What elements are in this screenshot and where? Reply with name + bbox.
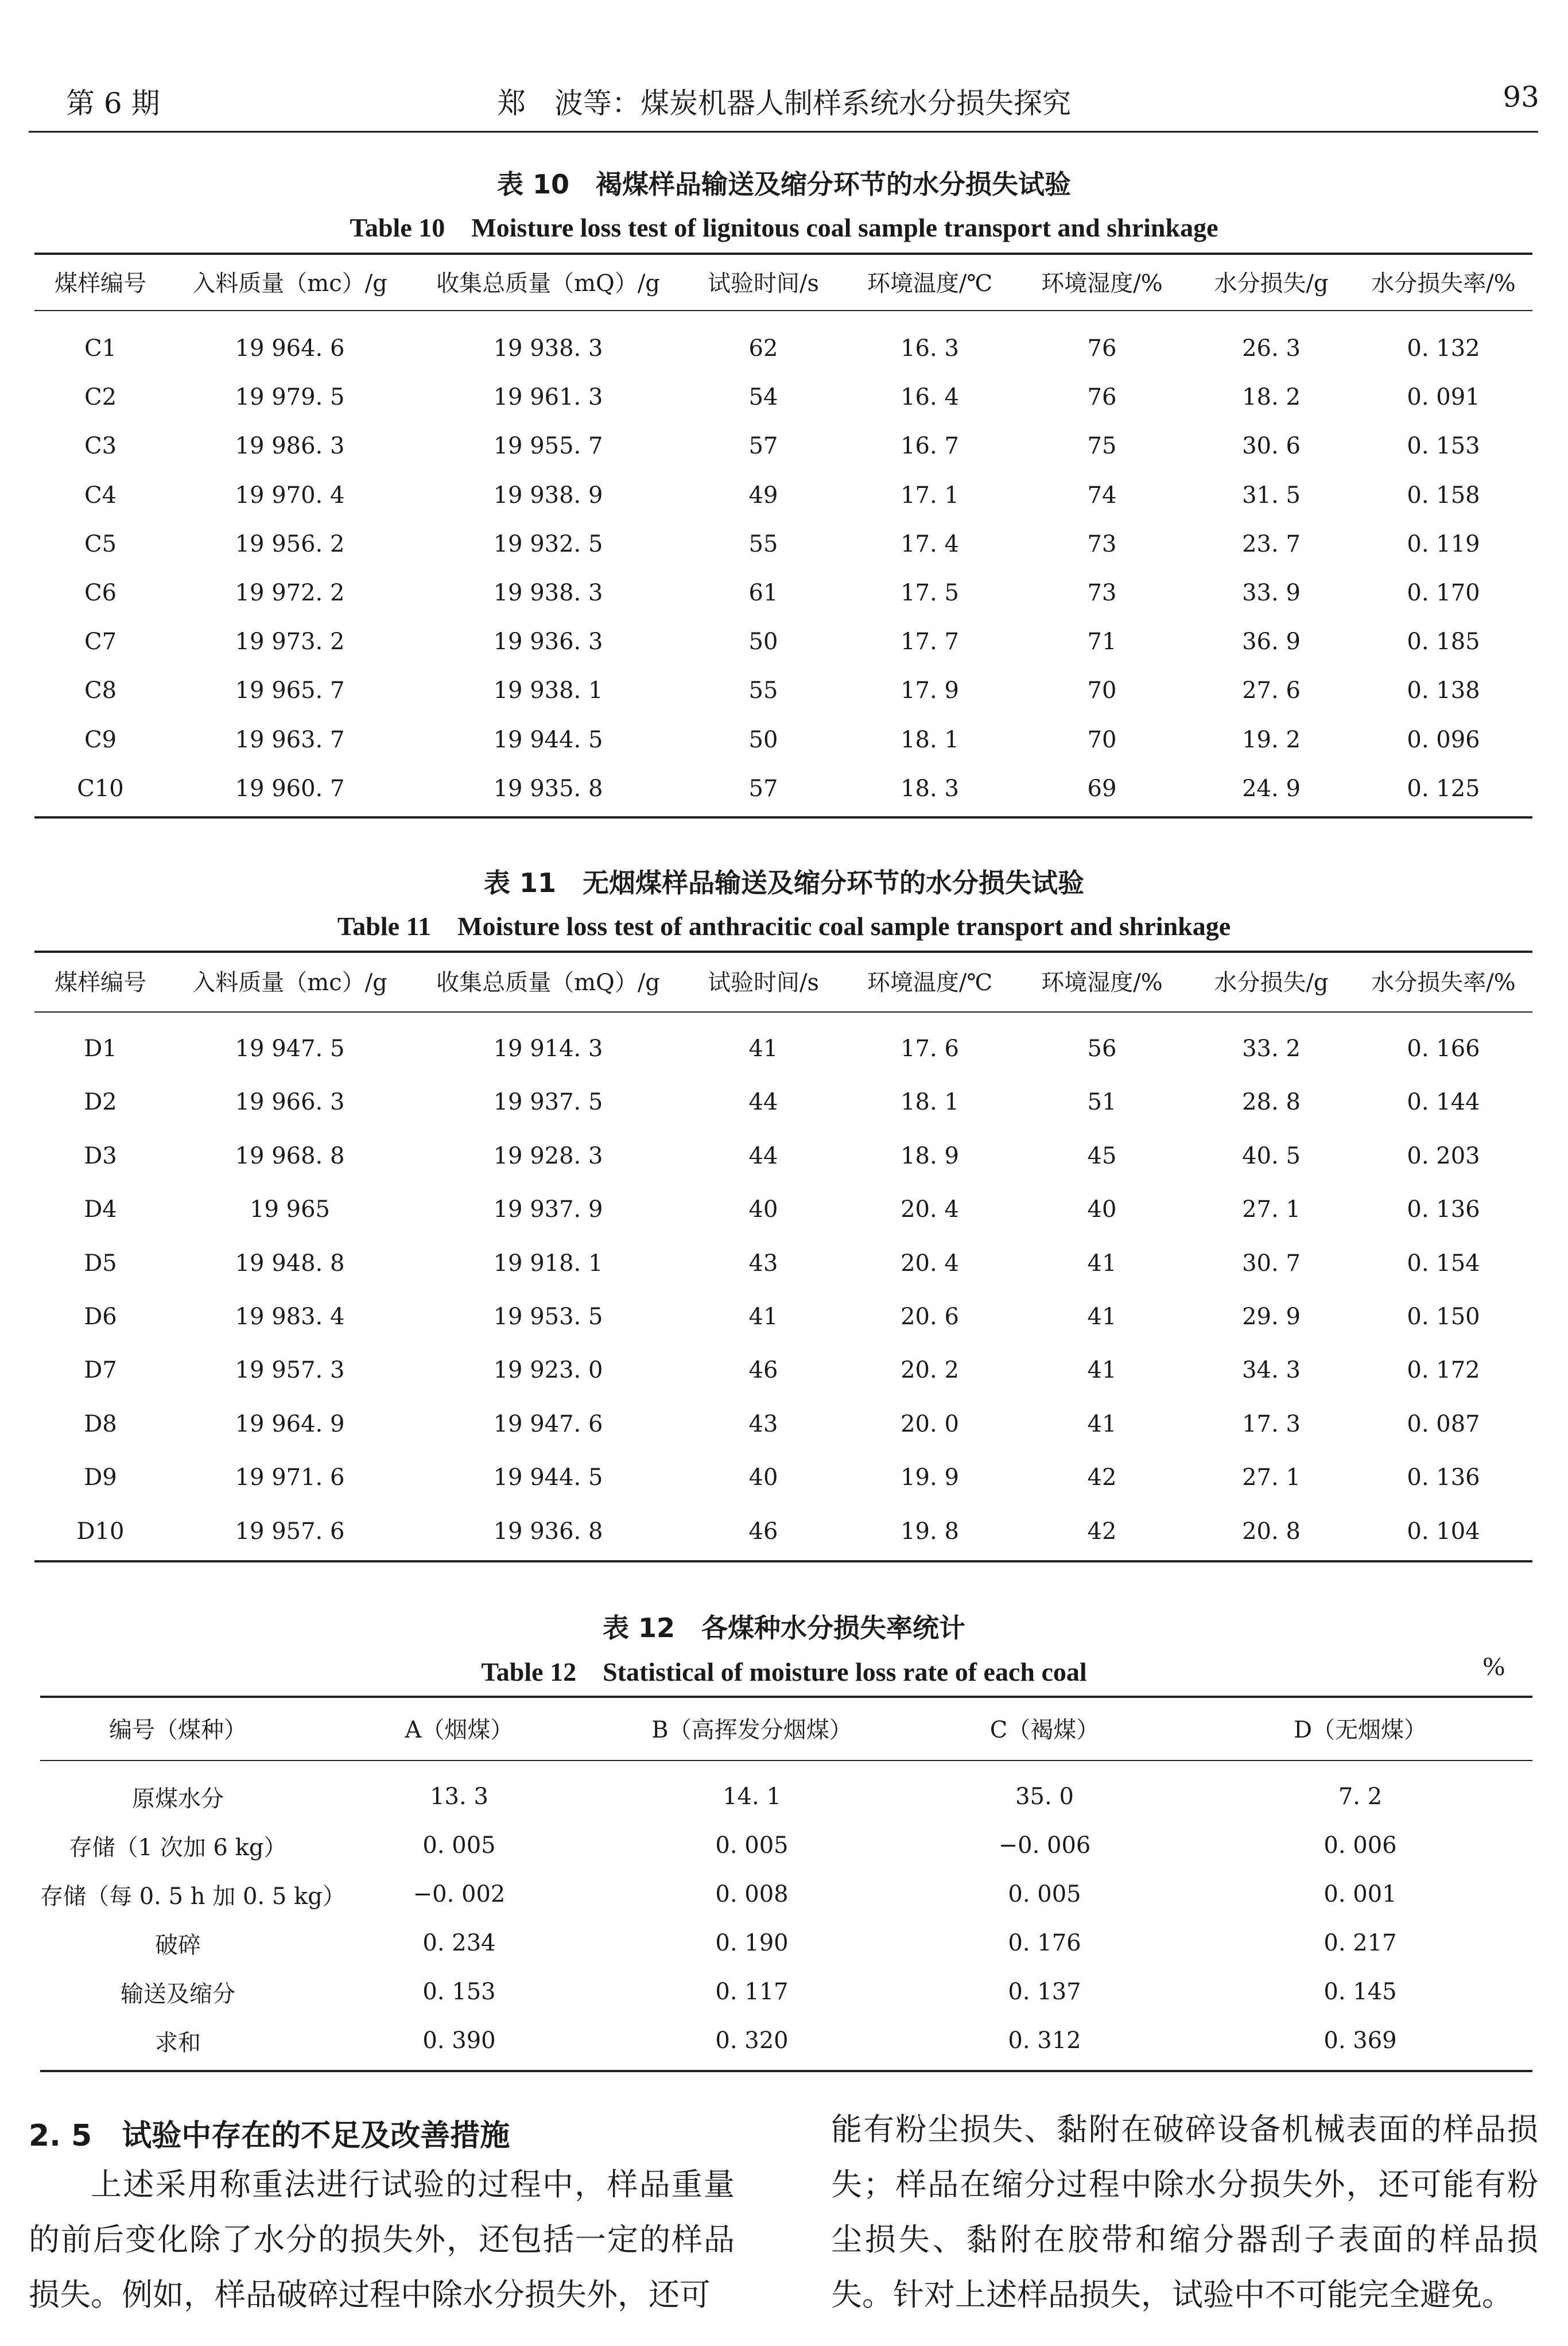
table-cell: 26. 3 xyxy=(1242,335,1301,362)
table-cell: D5 xyxy=(84,1250,117,1277)
table-cell: 19 964. 9 xyxy=(235,1410,345,1437)
table-cell: 13. 3 xyxy=(430,1783,488,1810)
table-cell: 0. 170 xyxy=(1407,580,1480,606)
table-cell: 20. 2 xyxy=(901,1357,959,1384)
table-cell: 0. 104 xyxy=(1407,1518,1480,1545)
table-cell: 50 xyxy=(748,726,778,753)
table-cell: 19 923. 0 xyxy=(493,1357,603,1384)
table-cell: 41 xyxy=(748,1304,778,1330)
table-cell: 69 xyxy=(1087,775,1117,802)
table-cell: 42 xyxy=(1087,1464,1117,1491)
table-cell: 41 xyxy=(1087,1250,1117,1277)
table-cell: 55 xyxy=(748,677,778,704)
section-heading: 2. 5 试验中存在的不足及改善措施 xyxy=(29,2119,510,2153)
table-cell: 19 937. 9 xyxy=(493,1196,603,1223)
table-cell: D2 xyxy=(84,1089,117,1116)
table-cell: 20. 4 xyxy=(901,1250,959,1277)
table-row xyxy=(34,1509,1532,1554)
table-cell: C2 xyxy=(84,384,117,411)
table-cell: 16. 4 xyxy=(901,384,959,411)
table11-header-rule xyxy=(34,1011,1532,1013)
table-cell: 0. 145 xyxy=(1324,1979,1397,2005)
col-header: 环境温度/℃ xyxy=(867,969,993,996)
table-cell: D1 xyxy=(84,1036,117,1062)
table-cell: 33. 9 xyxy=(1242,580,1301,606)
header-divider xyxy=(29,131,1538,133)
table-row xyxy=(40,1969,1532,2015)
table-row xyxy=(34,325,1532,371)
table11-top-rule xyxy=(34,951,1532,953)
table-cell: 0. 132 xyxy=(1407,335,1480,362)
table-cell: 19 938. 3 xyxy=(493,580,603,606)
table-cell: 41 xyxy=(1087,1304,1117,1330)
body-paragraph-left: 上述采用称重法进行试验的过程中，样品重量的前后变化除了水分的损失外，还包括一定的样品损失。例如，样品破碎过程中除水分损失外，还可 xyxy=(29,2166,735,2313)
table-row xyxy=(34,1401,1532,1447)
table-row xyxy=(34,472,1532,518)
table-cell: 27. 6 xyxy=(1242,677,1301,704)
running-title: 郑 波等：煤炭机器人制样系统水分损失探究 xyxy=(497,87,1071,120)
table-cell: 0. 005 xyxy=(1008,1881,1081,1907)
table-cell: 0. 312 xyxy=(1008,2027,1081,2054)
table-cell: 输送及缩分 xyxy=(121,1980,235,2007)
table-cell: 19 986. 3 xyxy=(235,433,345,460)
table-cell: 19 947. 5 xyxy=(235,1036,345,1062)
table-cell: 71 xyxy=(1087,629,1117,656)
table-row xyxy=(34,1294,1532,1340)
col-header: 试验时间/s xyxy=(707,969,819,996)
table11-caption-en: Table 11 Moisture loss test of anthracitic coal sample transport and shrinkage xyxy=(337,912,1231,941)
table-cell: 51 xyxy=(1087,1089,1117,1116)
table-row xyxy=(34,570,1532,616)
col-header: 入料质量（mc）/g xyxy=(192,969,387,996)
col-header: A（烟煤） xyxy=(405,1716,514,1743)
table-cell: 0. 136 xyxy=(1407,1196,1480,1223)
table-cell: 30. 6 xyxy=(1242,433,1301,460)
table-cell: 0. 176 xyxy=(1008,1930,1081,1956)
table-cell: 19 957. 6 xyxy=(235,1518,345,1545)
table11-header-row xyxy=(34,957,1532,1003)
table-cell: 43 xyxy=(748,1250,778,1277)
table11-bottom-rule xyxy=(34,1560,1532,1562)
col-header: 水分损失/g xyxy=(1214,270,1329,297)
table-cell: 19. 8 xyxy=(901,1518,959,1545)
table-cell: 44 xyxy=(748,1142,778,1169)
table-cell: 14. 1 xyxy=(723,1783,781,1810)
table-cell: 57 xyxy=(748,775,778,802)
table12-header-rule xyxy=(40,1760,1532,1761)
table10-caption-en: Table 10 Moisture loss test of lignitous coal sample transport and shrinkage xyxy=(350,213,1218,242)
table-cell: C8 xyxy=(84,677,117,704)
table-cell: 42 xyxy=(1087,1518,1117,1545)
table-cell: 18. 2 xyxy=(1242,384,1301,411)
table-cell: 0. 096 xyxy=(1407,726,1480,753)
table10-header-rule xyxy=(34,310,1532,311)
table-cell: 35. 0 xyxy=(1015,1783,1074,1810)
table-row xyxy=(34,521,1532,567)
table-cell: 0. 137 xyxy=(1008,1979,1081,2005)
table-cell: 0. 006 xyxy=(1324,1832,1397,1859)
table-cell: D7 xyxy=(84,1357,117,1384)
table-cell: 76 xyxy=(1087,384,1117,411)
table-cell: 0. 005 xyxy=(715,1832,789,1859)
col-header: 水分损失率/% xyxy=(1371,270,1516,297)
table-row xyxy=(34,374,1532,420)
table-cell: 0. 158 xyxy=(1407,482,1480,509)
table-cell: 70 xyxy=(1087,677,1117,704)
table-cell: 17. 4 xyxy=(901,530,959,557)
col-header: 煤样编号 xyxy=(55,270,146,297)
table-cell: 20. 4 xyxy=(901,1196,959,1223)
table-cell: 19 964. 6 xyxy=(235,335,345,362)
page-number: 93 xyxy=(1503,80,1539,114)
table-row xyxy=(34,1347,1532,1393)
table-cell: 17. 5 xyxy=(901,580,959,606)
table-cell: −0. 006 xyxy=(998,1832,1091,1859)
table12-caption-en: Table 12 Statistical of moisture loss rate of each coal xyxy=(481,1657,1087,1686)
table-cell: 19 938. 9 xyxy=(493,482,603,509)
table-row xyxy=(34,717,1532,763)
table-cell: 31. 5 xyxy=(1242,482,1301,509)
table-cell: 19 955. 7 xyxy=(493,433,603,460)
col-header: 入料质量（mc）/g xyxy=(192,270,387,297)
table-cell: C4 xyxy=(84,482,117,509)
col-header: 水分损失率/% xyxy=(1371,969,1516,996)
table-cell: 61 xyxy=(748,580,778,606)
table-cell: 19 973. 2 xyxy=(235,629,345,656)
table-cell: 17. 3 xyxy=(1242,1410,1301,1437)
table-cell: 0. 138 xyxy=(1407,677,1480,704)
table-cell: 46 xyxy=(748,1518,778,1545)
table-cell: 17. 1 xyxy=(901,482,959,509)
table-cell: 0. 166 xyxy=(1407,1036,1480,1062)
table-cell: 40 xyxy=(748,1196,778,1223)
table-cell: 23. 7 xyxy=(1242,530,1301,557)
table-cell: C10 xyxy=(77,775,124,802)
table-cell: C6 xyxy=(84,580,117,606)
col-header: 环境湿度/% xyxy=(1041,969,1163,996)
table-cell: 19 983. 4 xyxy=(235,1304,345,1330)
table-cell: D10 xyxy=(76,1518,125,1545)
table-cell: 75 xyxy=(1087,433,1117,460)
table-cell: 43 xyxy=(748,1410,778,1437)
table-cell: 16. 7 xyxy=(901,433,959,460)
table12-unit: % xyxy=(1482,1651,1505,1681)
table-cell: 0. 390 xyxy=(422,2027,496,2054)
table12-caption-cn: 表 12 各煤种水分损失率统计 xyxy=(602,1612,966,1643)
table-cell: 73 xyxy=(1087,530,1117,557)
table-cell: 18. 9 xyxy=(901,1142,959,1169)
table-cell: 0. 153 xyxy=(422,1979,496,2005)
table-cell: 45 xyxy=(1087,1142,1117,1169)
table-cell: 27. 1 xyxy=(1242,1464,1301,1491)
col-header: 收集总质量（mQ）/g xyxy=(436,270,660,297)
table-cell: C7 xyxy=(84,629,117,656)
table-cell: 41 xyxy=(1087,1410,1117,1437)
col-header: 收集总质量（mQ）/g xyxy=(436,969,660,996)
table-cell: 19 979. 5 xyxy=(235,384,345,411)
table-row xyxy=(34,1026,1532,1072)
table-cell: 7. 2 xyxy=(1338,1783,1383,1810)
table-row xyxy=(34,1240,1532,1286)
table10-top-rule xyxy=(34,253,1532,255)
table-cell: 0. 203 xyxy=(1407,1142,1480,1169)
table-row xyxy=(34,423,1532,469)
table-cell: 19 961. 3 xyxy=(493,384,603,411)
table-cell: 0. 217 xyxy=(1324,1930,1397,1956)
table-cell: 18. 3 xyxy=(901,775,959,802)
table-cell: 0. 005 xyxy=(422,1832,496,1859)
table-cell: D3 xyxy=(84,1142,117,1169)
table-cell: 19 944. 5 xyxy=(493,726,603,753)
table-cell: 19 914. 3 xyxy=(493,1036,603,1062)
table-row xyxy=(34,1455,1532,1500)
table-cell: 40 xyxy=(748,1464,778,1491)
table-cell: 0. 150 xyxy=(1407,1304,1480,1330)
table-cell: 19 960. 7 xyxy=(235,775,345,802)
table-row xyxy=(40,1774,1532,1820)
table-row xyxy=(34,1079,1532,1125)
table-cell: C5 xyxy=(84,530,117,557)
table-cell: 27. 1 xyxy=(1242,1196,1301,1223)
table12-bottom-rule xyxy=(40,2070,1532,2072)
table-cell: C3 xyxy=(84,433,117,460)
table-cell: 40. 5 xyxy=(1242,1142,1301,1169)
table-cell: 56 xyxy=(1087,1036,1117,1062)
col-header: 水分损失/g xyxy=(1214,969,1329,996)
table-cell: 19 956. 2 xyxy=(235,530,345,557)
table-cell: D8 xyxy=(84,1410,117,1437)
table10-header-row xyxy=(34,258,1532,304)
table-cell: 73 xyxy=(1087,580,1117,606)
col-header: D（无烟煤） xyxy=(1293,1716,1427,1743)
table-cell: 19 953. 5 xyxy=(493,1304,603,1330)
table-cell: 49 xyxy=(748,482,778,509)
table-cell: 0. 144 xyxy=(1407,1089,1480,1116)
table-cell: 28. 8 xyxy=(1242,1089,1301,1116)
table-cell: 0. 234 xyxy=(422,1930,496,1956)
table-cell: 20. 8 xyxy=(1242,1518,1301,1545)
table-cell: D6 xyxy=(84,1304,117,1330)
table-cell: 17. 6 xyxy=(901,1036,959,1062)
table-cell: 74 xyxy=(1087,482,1117,509)
table-cell: 0. 136 xyxy=(1407,1464,1480,1491)
table-cell: 19 932. 5 xyxy=(493,530,603,557)
table-cell: 0. 185 xyxy=(1407,629,1480,656)
table-cell: 19 965. 7 xyxy=(235,677,345,704)
col-header: 煤样编号 xyxy=(55,969,146,996)
table-cell: 19 966. 3 xyxy=(235,1089,345,1116)
table-cell: 20. 0 xyxy=(901,1410,959,1437)
table-cell: 0. 320 xyxy=(715,2027,789,2054)
table-cell: 19 936. 3 xyxy=(493,629,603,656)
table-row xyxy=(34,668,1532,714)
table-cell: 19. 2 xyxy=(1242,726,1301,753)
table-cell: 18. 1 xyxy=(901,726,959,753)
table-cell: 29. 9 xyxy=(1242,1304,1301,1330)
table-cell: 0. 172 xyxy=(1407,1357,1480,1384)
table-cell: C1 xyxy=(84,335,117,362)
table-cell: 0. 087 xyxy=(1407,1410,1480,1437)
table-cell: 求和 xyxy=(155,2029,201,2056)
table12-top-rule xyxy=(40,1696,1532,1698)
table-row xyxy=(40,1920,1532,1966)
table-cell: 36. 9 xyxy=(1242,629,1301,656)
table-cell: 19 972. 2 xyxy=(235,580,345,606)
table-cell: 34. 3 xyxy=(1242,1357,1301,1384)
table-cell: 19 947. 6 xyxy=(493,1410,603,1437)
table-row xyxy=(40,1871,1532,1917)
table11-caption-cn: 表 11 无烟煤样品输送及缩分环节的水分损失试验 xyxy=(483,867,1085,898)
table-cell: 0. 117 xyxy=(715,1979,789,2005)
table-cell: 19 971. 6 xyxy=(235,1464,345,1491)
table-cell: 0. 008 xyxy=(715,1881,789,1907)
table-cell: 57 xyxy=(748,433,778,460)
table-cell: 19 918. 1 xyxy=(493,1250,603,1277)
table12-header-row xyxy=(40,1705,1532,1751)
table-cell: 40 xyxy=(1087,1196,1117,1223)
col-header: B（高挥发分烟煤） xyxy=(651,1716,852,1743)
table-cell: 19 957. 3 xyxy=(235,1357,345,1384)
table-row xyxy=(40,1822,1532,1868)
table-cell: 0. 091 xyxy=(1407,384,1480,411)
table-cell: 76 xyxy=(1087,335,1117,362)
table-cell: 50 xyxy=(748,629,778,656)
table-row xyxy=(40,2018,1532,2064)
table-cell: 55 xyxy=(748,530,778,557)
table-cell: D4 xyxy=(84,1196,117,1223)
table-cell: 54 xyxy=(748,384,778,411)
table-row xyxy=(34,1186,1532,1232)
table-cell: 19 936. 8 xyxy=(493,1518,603,1545)
table-cell: 20. 6 xyxy=(901,1304,959,1330)
table-cell: D9 xyxy=(84,1464,117,1491)
table-cell: 破碎 xyxy=(155,1932,201,1959)
table-cell: 41 xyxy=(1087,1357,1117,1384)
table-cell: 0. 190 xyxy=(715,1930,789,1956)
table-cell: −0. 002 xyxy=(413,1881,506,1907)
table-cell: 0. 125 xyxy=(1407,775,1480,802)
table-cell: 19. 9 xyxy=(901,1464,959,1491)
table-cell: 16. 3 xyxy=(901,335,959,362)
table-cell: 存储（每 0. 5 h 加 0. 5 kg） xyxy=(40,1883,346,1910)
table-cell: 19 928. 3 xyxy=(493,1142,603,1169)
col-header: C（褐煤） xyxy=(989,1716,1100,1743)
table-cell: 44 xyxy=(748,1089,778,1116)
col-header: 试验时间/s xyxy=(707,270,819,297)
table-cell: 19 938. 1 xyxy=(493,677,603,704)
table-cell: 19 970. 4 xyxy=(235,482,345,509)
table-cell: 70 xyxy=(1087,726,1117,753)
body-paragraph-right: 能有粉尘损失、黏附在破碎设备机械表面的样品损失；样品在缩分过程中除水分损失外，还可能有粉尘损失、黏附在胶带和缩分器刮子表面的样品损失。针对上述样品损失，试验中不可能完全避免。 xyxy=(831,2111,1538,2313)
table-cell: 19 937. 5 xyxy=(493,1089,603,1116)
table-cell: 46 xyxy=(748,1357,778,1384)
table-cell: 19 948. 8 xyxy=(235,1250,345,1277)
issue-number: 第 6 期 xyxy=(66,87,160,120)
table-cell: 33. 2 xyxy=(1242,1036,1301,1062)
table-cell: 0. 119 xyxy=(1407,530,1480,557)
table-row xyxy=(34,619,1532,665)
col-header: 环境湿度/% xyxy=(1041,270,1163,297)
table-cell: 17. 9 xyxy=(901,677,959,704)
table-cell: 62 xyxy=(748,335,778,362)
table-cell: 18. 1 xyxy=(901,1089,959,1116)
table10-bottom-rule xyxy=(34,816,1532,819)
table-cell: 19 963. 7 xyxy=(235,726,345,753)
table-cell: 19 944. 5 xyxy=(493,1464,603,1491)
table10-caption-cn: 表 10 褐煤样品输送及缩分环节的水分损失试验 xyxy=(496,169,1072,200)
table-cell: C9 xyxy=(84,726,117,753)
table-cell: 0. 369 xyxy=(1324,2027,1397,2054)
table-cell: 30. 7 xyxy=(1242,1250,1301,1277)
table-cell: 19 935. 8 xyxy=(493,775,603,802)
table-cell: 19 968. 8 xyxy=(235,1142,345,1169)
table-cell: 0. 153 xyxy=(1407,433,1480,460)
table-cell: 19 938. 3 xyxy=(493,335,603,362)
table-cell: 41 xyxy=(748,1036,778,1062)
table-row xyxy=(34,1133,1532,1179)
table-cell: 0. 154 xyxy=(1407,1250,1480,1277)
table-cell: 19 965 xyxy=(250,1196,330,1223)
table-cell: 17. 7 xyxy=(901,629,959,656)
table-cell: 24. 9 xyxy=(1242,775,1301,802)
col-header: 编号（煤种） xyxy=(109,1716,247,1743)
table-cell: 原煤水分 xyxy=(132,1785,224,1812)
col-header: 环境温度/℃ xyxy=(867,270,993,297)
table-cell: 0. 001 xyxy=(1324,1881,1397,1907)
table-cell: 存储（1 次加 6 kg） xyxy=(69,1834,287,1861)
table-row xyxy=(34,766,1532,812)
